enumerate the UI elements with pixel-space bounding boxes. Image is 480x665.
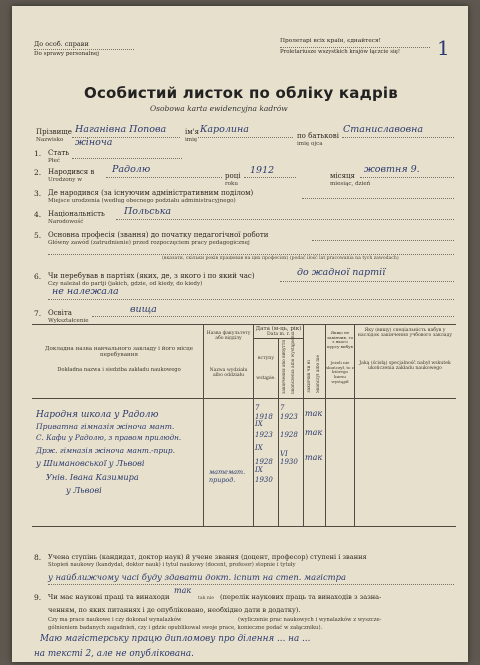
field-6-rule <box>280 281 454 282</box>
field-7-value: вища <box>130 304 157 315</box>
row-1-school: Народня школа у Радолю <box>36 410 159 420</box>
row-2-entry: IX <box>255 420 263 428</box>
field-4-value: Польська <box>124 206 172 217</box>
month-rule <box>360 177 454 178</box>
form-title-pl: Osobowa karta ewidencyjna kadrów <box>150 104 288 113</box>
field-5-note: (вказати, скільки років працював на цих професіях) (podać ilość lat pracowania na tych zawodach) <box>162 256 399 261</box>
header-no-finish-pl: Jeżeli nie skończył, to z którego kursu wystąpił <box>326 360 354 384</box>
table-col-divider-2 <box>253 324 254 526</box>
field-1-value: жіноча <box>75 137 113 148</box>
header-dates: Дата (м-ць, рік) <box>255 326 302 332</box>
patronymic-value: Станиславовна <box>343 124 424 135</box>
slogan-pl: Proletariusze wszystkich krajów łączcie się! <box>280 49 401 55</box>
field-6-label: Чи перебував в партіях (яких, де, з якого і по який час) <box>48 272 255 280</box>
field-8-num: 8. <box>34 553 42 562</box>
year-rule <box>244 177 296 178</box>
name-label-pl: imię <box>185 137 198 143</box>
row-6-school: Унів. Івана Казимира <box>46 472 139 482</box>
row-7-school: у Львові <box>66 485 102 495</box>
field-4-label: Національність <box>48 210 105 218</box>
row-1-entry: 7 <box>255 404 260 412</box>
row-6-faculty: математ. природ. <box>209 468 246 484</box>
field-2-rule <box>106 177 222 178</box>
field-8-value: у найближчому часі буду здавати докт. іспит на степ. магістра <box>48 572 346 582</box>
slogan-uk: Пролетарі всіх країн, єднайтеся! <box>280 38 381 44</box>
field-6-label-pl: Czy należał do partji (jakich, gdzie, od kiedy, do kiedy) <box>48 281 203 287</box>
field-2-label-pl: Urodzony w <box>48 177 82 183</box>
page-number: 1 <box>437 36 450 60</box>
row-2-entry-year: 1923 <box>255 431 273 439</box>
year-label: році <box>225 172 241 180</box>
name-rule <box>198 137 293 138</box>
field-7-label: Освіта <box>48 309 72 317</box>
field-8-label-pl: Stopień naukowy (kandydat, doktor nauk) i tytuł naukowy (docent, profesor) stopnie i tytuły <box>48 562 296 568</box>
table-col-divider-4 <box>303 324 304 526</box>
row-1-entry-year: 1918 <box>255 413 273 421</box>
header-specialty: Яку (вищу) спеціальність набув у наслідок закінчення учбового закладу <box>357 328 453 339</box>
field-5-label: Основна професія (звання) до початку педагогічної роботи <box>48 231 269 239</box>
row-3-school: С. Кафи у Радолю, з правом прилюдн. <box>36 433 182 442</box>
row-1-exit: 7 <box>280 404 285 412</box>
header-faculty: Назва факультету або відділу <box>206 331 251 342</box>
field-1-label-pl: Płeć <box>48 158 61 164</box>
corner-rule <box>34 49 134 50</box>
month-value: жовтня 9. <box>364 164 420 175</box>
field-5-rule-2 <box>48 254 454 255</box>
header-finished-pl: Skończył albo nie <box>316 354 321 393</box>
field-5-num: 5. <box>34 231 42 240</box>
field-8-rule <box>48 584 454 585</box>
row-6-entry-year: 1930 <box>255 476 273 484</box>
header-exit-pl: ukończenia albo wystąpienia <box>291 331 296 394</box>
field-1-num: 1. <box>34 149 42 158</box>
header-exit: закінчення або вибуття <box>282 340 287 394</box>
field-2-label: Народився в <box>48 168 95 176</box>
field-7-rule <box>92 316 454 317</box>
footer-note-line-1: Маю магістерську працю дипломову про ділення ... на ... <box>40 634 311 644</box>
corner-line-uk: До особ. справи <box>34 40 89 48</box>
header-entry: вступу <box>257 356 275 361</box>
row-1-finished: так <box>305 409 323 418</box>
header-entry-pl: wstąpie. <box>256 376 276 381</box>
year-value: 1912 <box>250 165 275 176</box>
field-2-num: 2. <box>34 168 42 177</box>
row-5-entry: IX <box>255 444 263 452</box>
row-2-finished: так <box>305 428 323 437</box>
table-col-divider-6 <box>354 324 355 526</box>
field-3-num: 3. <box>34 189 42 198</box>
field-9-label-pl-b: (wyliczenie prac naukowych i wynalazków z wyszcze- <box>238 617 382 623</box>
field-6-rule-2 <box>48 299 454 300</box>
row-4-school: Држ. гімназія жіноча мант.-прир. <box>36 446 176 455</box>
field-5-label-pl: Główny zawód (zatrudnienie) przed rozpoczęciem pracy pedagogicznej <box>48 240 250 246</box>
name-value: Каролина <box>200 124 249 135</box>
field-4-label-pl: Narodowość <box>48 219 84 225</box>
field-3-label-pl: Miejsce urodzenia (według obecnego podziału administracyjnego) <box>48 198 236 204</box>
row-5-finished: так <box>305 453 323 462</box>
header-specialty-pl: Jaką (ścisłą) specjalność nabył wskutek ukończenia zakładu naukowego <box>359 361 451 372</box>
patronymic-rule <box>342 137 454 138</box>
header-school-pl: Dokładna nazwa i siedziba zakładu naukowego <box>57 367 181 373</box>
row-6-entry: IX <box>255 466 263 474</box>
field-9-label-pl-a: Czy ma prace naukowe i czy dokonał wynalazków <box>48 617 182 623</box>
field-1-rule <box>72 158 182 159</box>
field-9-label-c: ченням, по яких питаннях і де опубліковано, необхідно дати в додатку). <box>48 606 301 614</box>
corner-line-pl: Do sprawy personalnej <box>34 51 99 57</box>
field-3-label: Де народився (за існуючим адміністративним поділом) <box>48 189 254 197</box>
personnel-form-page <box>12 6 468 662</box>
field-3-rule <box>302 198 454 199</box>
field-8-label: Учена ступінь (кандидат, доктор наук) й учене звання (доцент, професор) ступені і звання <box>48 553 367 561</box>
month-label-pl: miesiąc, dzień <box>330 181 371 187</box>
header-finished: Закінчив чи ні <box>307 360 312 393</box>
footer-note-line-2: на тексті 2, але не опублікована. <box>34 649 194 659</box>
field-9-num: 9. <box>34 593 42 602</box>
row-2-exit-year: 1928 <box>280 431 298 439</box>
name-label: ім'я <box>185 128 200 136</box>
field-6-value-2: не належала <box>52 286 119 297</box>
form-title-uk: Особистий листок по обліку кадрів <box>84 84 398 102</box>
field-6-value: до жадної партії <box>297 267 386 278</box>
row-5-entry-year: 1928 <box>255 458 273 466</box>
field-9-label-pl-c: gólnieniem badanych zagadnień, czy i gdzie opublikował swoje prace, konieczne podać w załączniku). <box>48 625 323 631</box>
table-col-divider-3 <box>278 338 279 526</box>
table-col-divider-5 <box>325 324 326 526</box>
field-4-rule <box>116 219 454 220</box>
field-6-num: 6. <box>34 272 42 281</box>
header-school: Докладна назва навчального закладу і його місце перебування <box>44 346 194 359</box>
row-5-school: у Шимановської у Львові <box>36 458 145 468</box>
field-4-num: 4. <box>34 210 42 219</box>
surname-value: Наганівна Попова <box>75 124 167 135</box>
field-9-value: так <box>174 586 192 595</box>
slogan-rule <box>280 47 430 48</box>
surname-label: Прізвище <box>36 128 72 136</box>
field-2-value: Радолю <box>112 164 151 175</box>
surname-label-pl: Nazwisko <box>36 137 64 143</box>
field-7-label-pl: Wykształcenie <box>48 318 89 324</box>
header-faculty-pl: Nazwa wydziału albo oddziału <box>209 368 248 379</box>
patronymic-label-pl: imię ojca <box>297 141 323 147</box>
table-header-border <box>32 398 456 399</box>
year-label-pl: roku <box>225 181 239 187</box>
table-top-border <box>32 324 456 325</box>
header-no-finish: Якщо не закінчив, то з якого курсу вибув <box>326 330 354 350</box>
table-col-divider-1 <box>203 324 204 526</box>
field-1-label: Стать <box>48 149 70 157</box>
header-dates-pl: Data m. r. <box>267 332 290 337</box>
month-label: місяця <box>330 172 355 180</box>
field-9-label-a: Чи має наукові праці та винаходи <box>48 593 170 601</box>
field-9-label-b: (перелік наукових праць та винаходів з зазна- <box>220 593 382 601</box>
field-7-num: 7. <box>34 309 42 318</box>
row-1-exit-year: 1923 <box>280 413 298 421</box>
patronymic-label: по батькові <box>297 132 339 140</box>
row-2-school: Приватна гімназія жіноча мант. <box>36 422 175 431</box>
row-5-exit: VI <box>280 450 288 458</box>
row-5-exit-year: 1930 <box>280 458 298 466</box>
field-9-tak-nie: tak nie <box>198 596 214 601</box>
table-bottom-border <box>32 526 456 527</box>
field-5-rule <box>312 240 454 241</box>
